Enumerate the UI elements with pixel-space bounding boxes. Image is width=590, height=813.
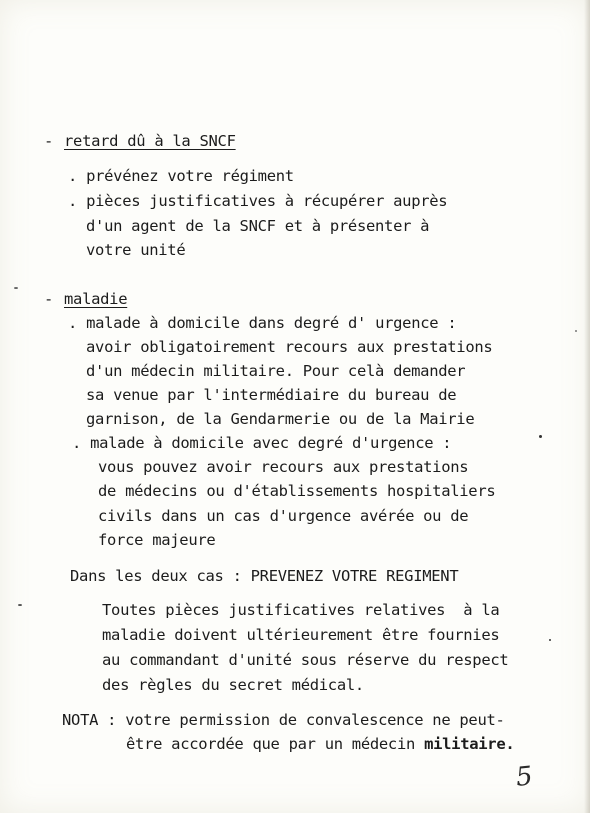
paper-edge-shadow	[584, 0, 590, 813]
maladie-bullet-1-line-4: sa venue par l'intermédiaire du bureau de	[86, 386, 457, 404]
page-number: 5	[514, 761, 535, 793]
scan-speck	[14, 287, 18, 289]
scan-speck	[18, 604, 22, 606]
maladie-bullet-2-line-4: civils dans un cas d'urgence avérée ou de	[98, 507, 469, 525]
maladie-bullet-1-line-3: d'un médecin militaire. Pour celà demander	[86, 362, 466, 380]
justification-line-1: Toutes pièces justificatives relatives à la	[102, 601, 500, 619]
sncf-bullet-2-line-3: votre unité	[86, 241, 186, 259]
maladie-bullet-1-line-1: . malade à domicile dans degré d' urgence :	[68, 314, 457, 332]
sncf-bullet-2-line-1: . pièces justificatives à récupérer auprès	[68, 192, 448, 210]
nota-line-2	[126, 734, 514, 754]
sncf-heading: retard dû à la SNCF	[64, 132, 236, 150]
maladie-dash: -	[44, 290, 54, 308]
maladie-bullet-2-line-3: de médecins ou d'établissements hospitaliers	[98, 482, 496, 500]
maladie-bullet-2-line-2: vous pouvez avoir recours aux prestations	[98, 458, 469, 476]
maladie-bullet-1-line-5: garnison, de la Gendarmerie ou de la Mairie	[86, 410, 475, 428]
nota-line-1: NOTA : votre permission de convalescence ne peut-	[62, 711, 505, 729]
scan-speck	[575, 330, 577, 332]
sncf-bullet-2-line-2: d'un agent de la SNCF et à présenter à	[86, 217, 430, 235]
nota-line-2-text: être accordée que par un médecin	[126, 735, 425, 753]
sncf-bullet-1: . prévénez votre régiment	[68, 167, 294, 185]
justification-line-3: au commandant d'unité sous réserve du respect	[102, 651, 509, 669]
justification-line-4: des règles du secret médical.	[102, 676, 364, 694]
maladie-bullet-2-line-5: force majeure	[98, 531, 216, 549]
justification-line-2: maladie doivent ultérieurement être fournies	[102, 626, 500, 644]
sncf-dash: -	[44, 132, 54, 150]
maladie-bullet-2-line-1: . malade à domicile avec degré d'urgence :	[72, 434, 452, 452]
scan-speck	[549, 639, 551, 641]
scan-speck	[539, 435, 542, 438]
both-cases-note: Dans les deux cas : PREVENEZ VOTRE REGIMENT	[70, 567, 459, 585]
maladie-heading: maladie	[64, 290, 128, 308]
nota-line-2-bold: militaire.	[424, 735, 515, 753]
maladie-bullet-1-line-2: avoir obligatoirement recours aux prestations	[86, 338, 493, 356]
